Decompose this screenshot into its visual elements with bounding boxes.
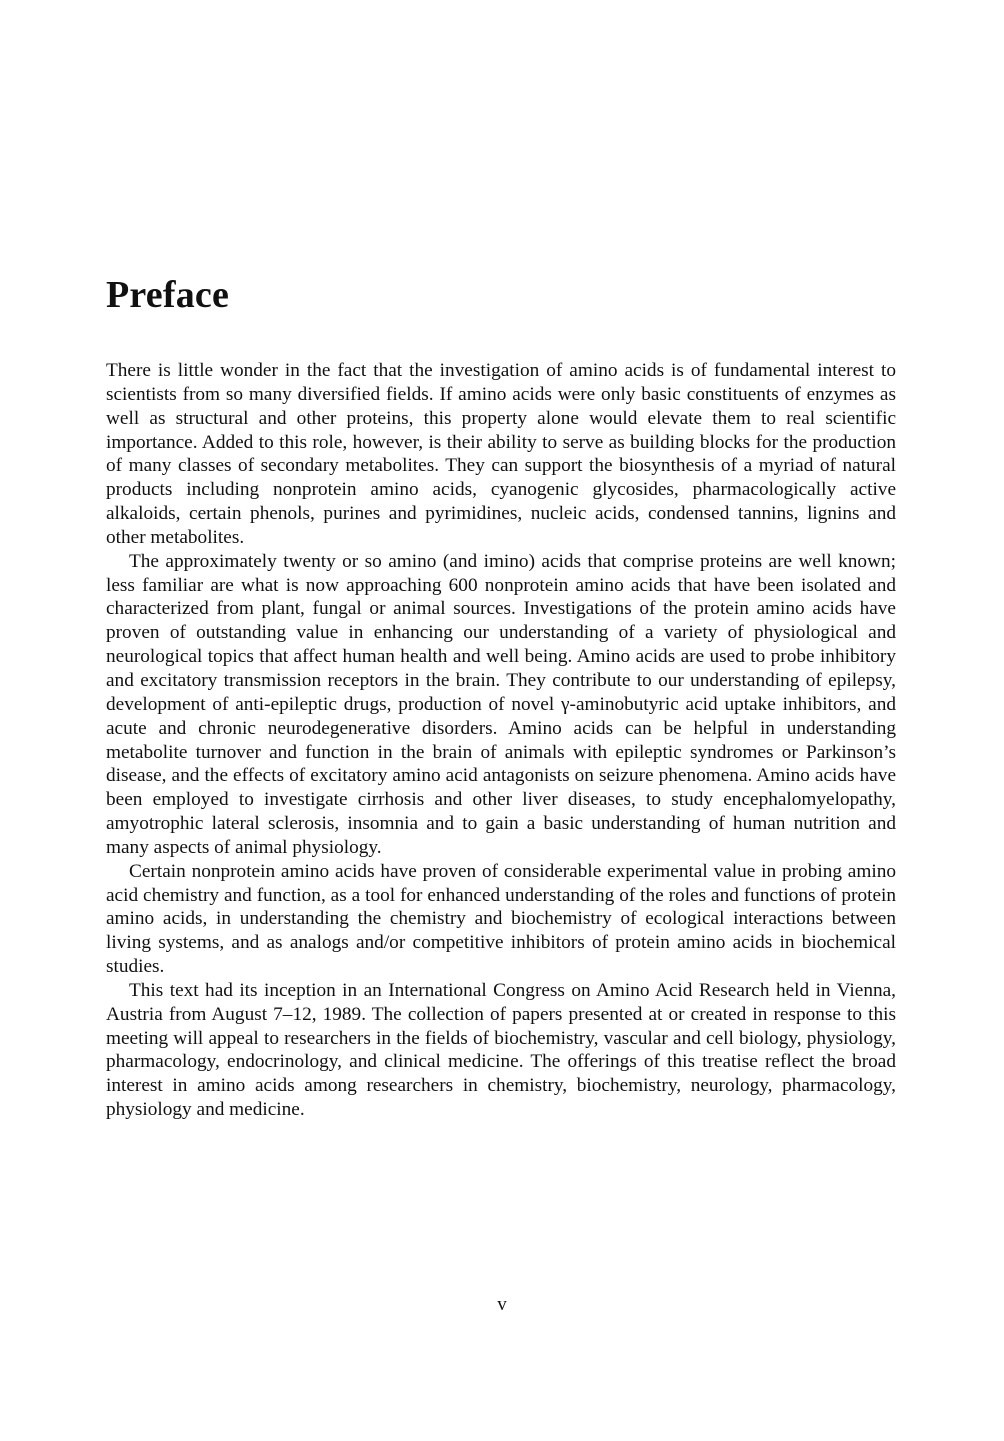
paragraph-2: The approximately twenty or so amino (and imino) acids that comprise proteins are well known; less familiar are what is now approaching 600 nonprotein amino acids that have been isolated and characterized from plant, fungal or animal sources. Investigations of the protein amino acids have proven of outstanding value in enhancing our understanding of a variety of physiological and neurological topics that affect human health and well being. Amino acids are used to probe inhibitory and excitatory transmission receptors in the brain. They contribute to our understanding of epilepsy, development of anti-epileptic drugs, production of novel γ-aminobutyric acid uptake inhibitors, and acute and chronic neurodegenerative disorders. Amino acids can be helpful in understanding metabolite turnover and function in the brain of animals with epileptic syndromes or Parkinson’s disease, and the effects of excitatory amino acid antagonists on seizure phenomena. Amino acids have been employed to investigate cirrhosis and other liver diseases, to study encephalomyelopathy, amyotrophic lateral sclerosis, insomnia and to gain a basic understanding of human nutrition and many aspects of animal physiology.	[106, 550, 896, 858]
page-title: Preface	[106, 274, 230, 316]
paragraph-3: Certain nonprotein amino acids have proven of considerable experimental value in probing amino acid chemistry and function, as a tool for enhanced understanding of the roles and functions of protein amino acids, in understanding the chemistry and biochemistry of ecological interactions between living systems, and as analogs and/or competitive inhibitors of protein amino acids in biochemical studies.	[106, 860, 896, 978]
preface-body	[106, 359, 896, 1122]
paragraph-4: This text had its inception in an International Congress on Amino Acid Research held in Vienna, Austria from August 7–12, 1989. The collection of papers presented at or created in response to this meeting will appeal to researchers in the fields of biochemistry, vascular and cell biology, physiology, pharmacology, endocrinology, and clinical medicine. The offerings of this treatise reflect the broad interest in amino acids among researchers in chemistry, biochemistry, neurology, pharmacology, physiology and medicine.	[106, 979, 896, 1121]
page-number: v	[497, 1294, 507, 1315]
paragraph-1: There is little wonder in the fact that the investigation of amino acids is of fundamental interest to scientists from so many diversified fields. If amino acids were only basic constituents of enzymes as well as structural and other proteins, this property alone would elevate them to real scientific importance. Added to this role, however, is their ability to serve as building blocks for the production of many classes of secondary metabolites. They can support the biosynthesis of a myriad of natural products including nonprotein amino acids, cyanogenic glycosides, pharmacologically active alkaloids, certain phenols, purines and pyrimidines, nucleic acids, condensed tannins, lignins and other metabolites.	[106, 360, 896, 548]
